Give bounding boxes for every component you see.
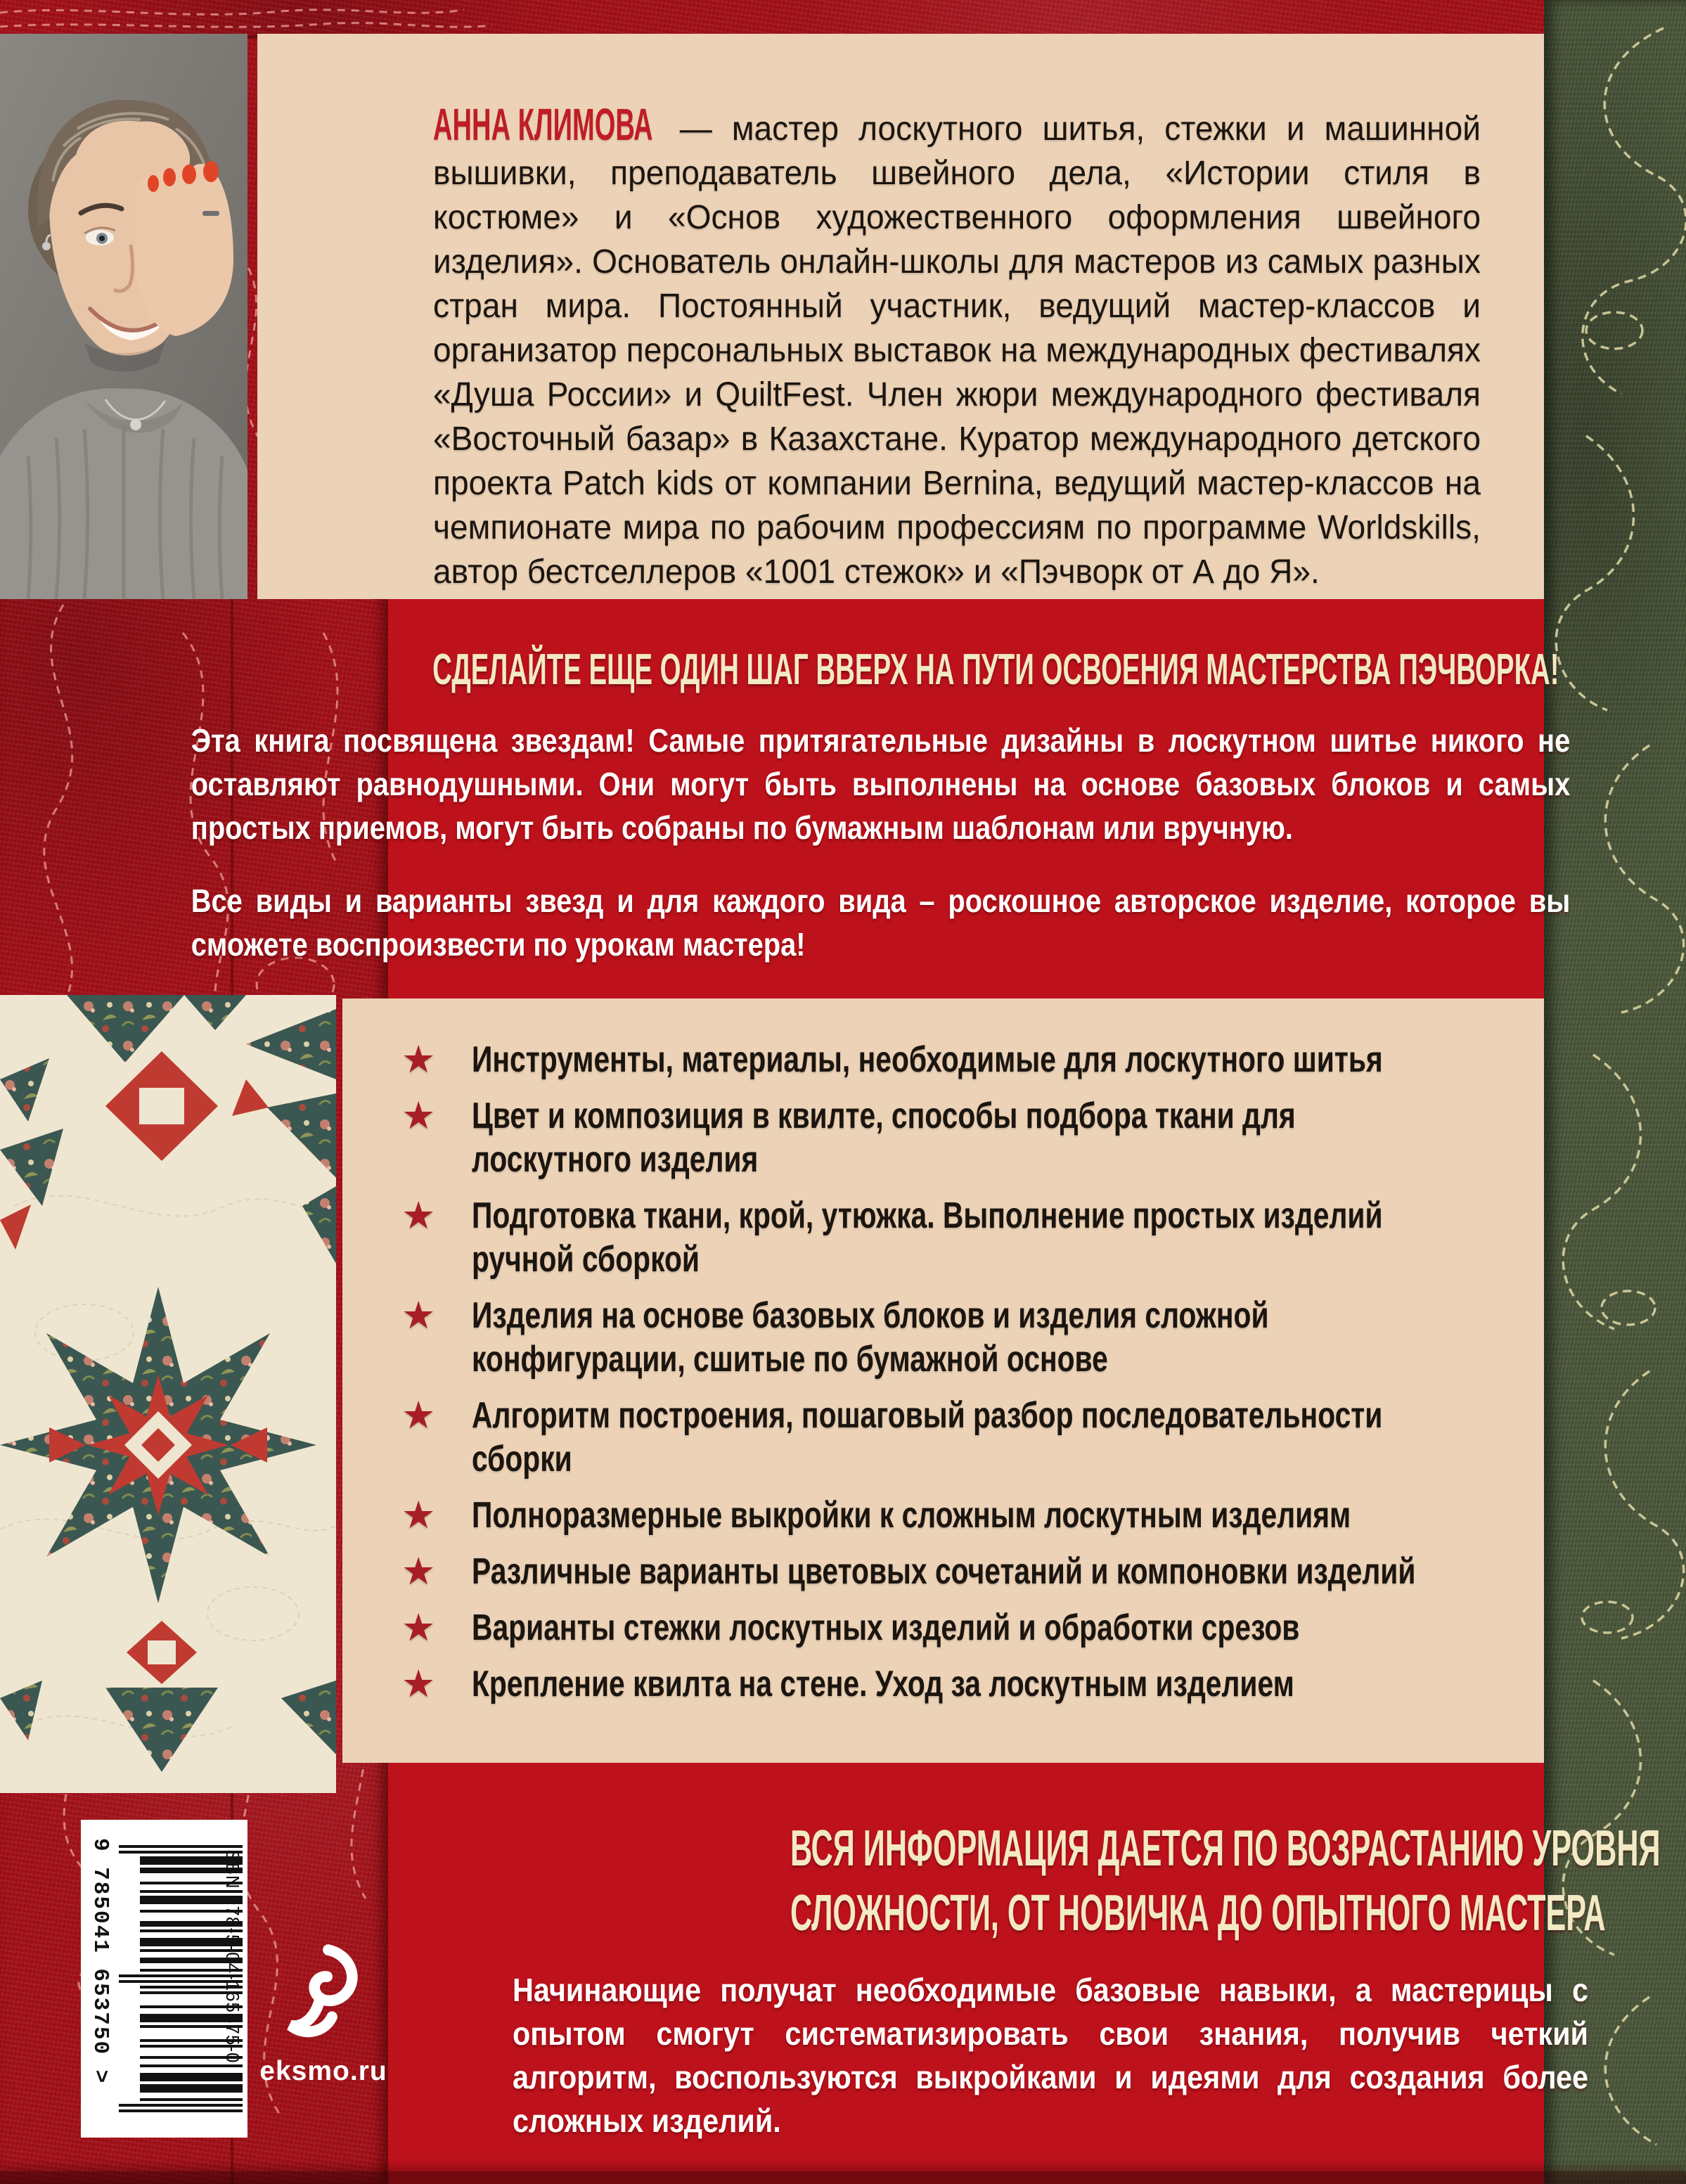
features-panel: [342, 998, 1544, 1763]
feature-text: Полноразмерные выкройки к сложным лоскутным изделиям: [472, 1495, 1351, 1536]
feature-item: [401, 1194, 1686, 1281]
feature-text: Крепление квилта на стене. Уход за лоскутным изделием: [472, 1664, 1294, 1704]
star-bullet-icon: ★: [401, 1095, 436, 1137]
feature-text: Алгоритм построения, пошаговый разбор последовательности сборки: [472, 1395, 1383, 1479]
feature-item: [401, 1038, 1686, 1081]
author-photo: [0, 34, 247, 599]
feature-item: [401, 1494, 1686, 1537]
bottom-headline: ВСЯ ИНФОРМАЦИЯ ДАЕТСЯ ПО ВОЗРАСТАНИЮ УРОВНЯ СЛОЖНОСТИ, ОТ НОВИЧКА ДО ОПЫТНОГО МАСТЕРА: [790, 1820, 1661, 1941]
author-name: АННА КЛИМОВА: [433, 99, 653, 150]
bottom-paragraph: Начинающие получат необходимые базовые навыки, а мастерицы с опытом смогут систематизировать свои знания, получив четкий алгоритм, воспользуются выкройками и идеями для создания более сложных изделий.: [513, 1972, 1588, 2139]
intro-paragraph-2: Все виды и варианты звезд и для каждого вида – роскошное авторское изделие, которое вы сможете воспроизвести по урокам мастера!: [191, 882, 1571, 963]
feature-item: [401, 1550, 1686, 1593]
star-bullet-icon: ★: [401, 1295, 436, 1337]
feature-text: Варианты стежки лоскутных изделий и обработки срезов: [472, 1607, 1300, 1648]
feature-item: [401, 1662, 1686, 1706]
bio-panel: [257, 34, 1544, 599]
star-bullet-icon: ★: [401, 1607, 436, 1649]
barcode-isbn: ISBN 978-5-04-165375-0: [222, 1844, 243, 2064]
barcode-label: [81, 1820, 247, 2138]
star-bullet-icon: ★: [401, 1039, 436, 1081]
star-bullet-icon: ★: [401, 1195, 436, 1237]
feature-text: Инструменты, материалы, необходимые для лоскутного шитья: [472, 1039, 1383, 1080]
feature-item: [401, 1294, 1686, 1381]
feature-item: [401, 1394, 1686, 1481]
feature-text: Изделия на основе базовых блоков и изделия сложной конфигурации, сшитые по бумажной основе: [472, 1295, 1269, 1380]
bio-body: — мастер лоскутного шитья, стежки и машинной вышивки, преподаватель швейного дела, «Истории стиля в костюме» и «Основ художественного оформления швейного изделия». Основатель онлайн-школы для мастеров из самых разных стран мира. Постоянный участник, ведущий мастер-классов и организатор персональных выставок на международных фестивалях «Душа России» и QuiltFest. Член жюри международного фестиваля «Восточный базар» в Казахстане. Куратор международного детского проекта Patch kids от компании Bernina, ведущий мастер-классов на чемпионате мира по рабочим профессиям по программе Worldskills, автор бестселлеров «1001 стежок» и «Пэчворк от А до Я».: [433, 110, 1481, 591]
banner-headline: СДЕЛАЙТЕ ЕЩЕ ОДИН ШАГ ВВЕРХ НА ПУТИ ОСВОЕНИЯ МАСТЕРСТВА ПЭЧВОРКА!: [432, 645, 1559, 694]
barcode-ean-digits: 9 785041 653750 >: [88, 1838, 112, 2085]
feature-text: Различные варианты цветовых сочетаний и компоновки изделий: [472, 1551, 1416, 1592]
feature-text: Подготовка ткани, крой, утюжка. Выполнение простых изделий ручной сборкой: [472, 1195, 1383, 1280]
features-list: [401, 1038, 1686, 1719]
bio-text: [433, 99, 1481, 594]
publisher-site: eksmo.ru: [259, 2056, 387, 2086]
bottom-seam: [0, 2171, 1686, 2184]
feature-text: Цвет и композиция в квилте, способы подбора ткани для лоскутного изделия: [472, 1096, 1296, 1180]
feature-item: [401, 1094, 1686, 1181]
intro-paragraph-1: Эта книга посвящена звездам! Самые притягательные дизайны в лоскутном шитье никого не оставляют равнодушными. Они могут быть выполнены на основе базовых блоков и самых простых приемов, могут быть собраны по бумажным шаблонам или вручную.: [191, 722, 1571, 846]
red-quilted-fabric-top: [0, 0, 1544, 35]
feature-item: [401, 1606, 1686, 1650]
star-bullet-icon: ★: [401, 1494, 436, 1536]
star-bullet-icon: ★: [401, 1663, 436, 1705]
star-bullet-icon: ★: [401, 1550, 436, 1593]
eksmo-swirl-logo: [287, 1939, 360, 2052]
quilt-image: [0, 995, 336, 1793]
star-bullet-icon: ★: [401, 1394, 436, 1437]
